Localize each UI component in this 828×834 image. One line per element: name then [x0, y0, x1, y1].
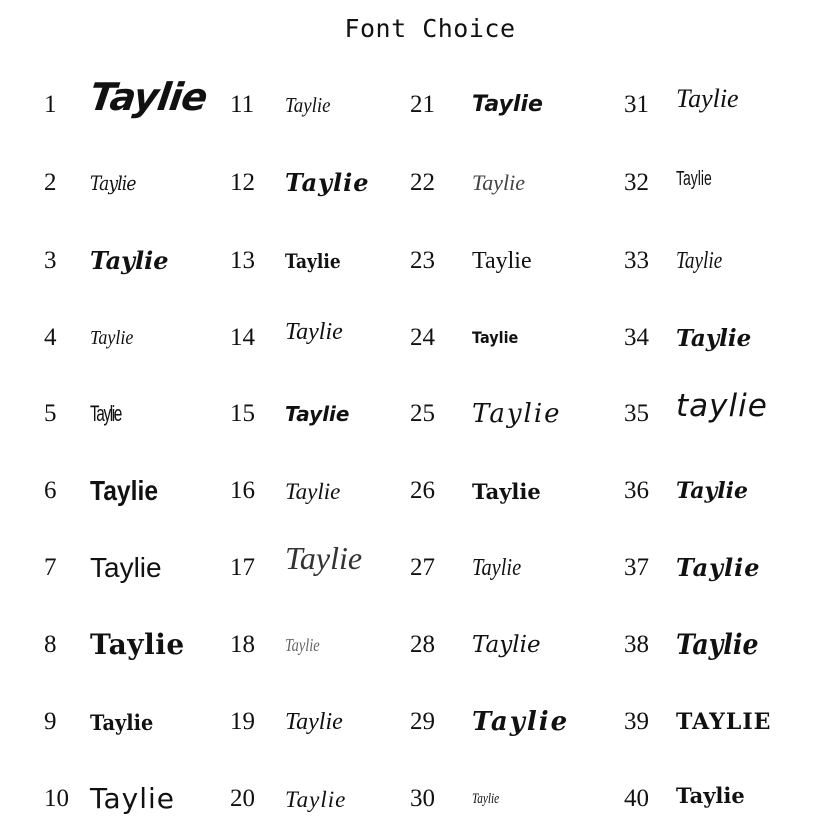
- font-option-26: [410, 461, 541, 521]
- font-sample: Taylie: [472, 92, 543, 117]
- font-option-24: [410, 308, 523, 368]
- font-number: 40: [624, 785, 649, 812]
- font-option-39: [624, 692, 771, 752]
- font-option-37: [624, 538, 761, 598]
- font-sample: Taylie: [285, 635, 320, 655]
- font-option-17: [230, 538, 362, 598]
- font-number: 15: [230, 400, 255, 427]
- font-sample: TAYLIE: [676, 709, 772, 735]
- font-sample: Taylie: [90, 171, 136, 195]
- font-sample: Taylie: [472, 248, 532, 274]
- font-option-19: [230, 692, 343, 752]
- font-sample: Taylie: [86, 75, 210, 119]
- font-option-1: [44, 75, 210, 135]
- font-number: 5: [44, 400, 57, 427]
- font-sample: Taylie: [472, 478, 541, 504]
- font-sample: Taylie: [285, 540, 363, 576]
- font-sample: Taylie: [676, 782, 745, 808]
- font-option-21: [410, 75, 543, 135]
- font-sample: Taylie: [90, 709, 154, 735]
- font-option-3: [44, 231, 169, 291]
- font-number: 28: [410, 631, 435, 658]
- font-sample: taylie: [676, 387, 768, 424]
- font-sample: Taylie: [285, 709, 343, 735]
- font-number: 31: [624, 91, 649, 118]
- font-sample: Taylie: [472, 170, 525, 195]
- font-option-13: [230, 231, 350, 291]
- font-sample: Taylie: [90, 475, 159, 506]
- font-number: 9: [44, 708, 57, 735]
- font-number: 22: [410, 169, 435, 196]
- font-option-32: [624, 153, 727, 213]
- font-number: 25: [410, 400, 435, 427]
- font-number: 7: [44, 554, 57, 581]
- font-number: 26: [410, 477, 435, 504]
- font-option-9: [44, 692, 159, 752]
- font-number: 35: [624, 400, 649, 427]
- font-option-29: [410, 692, 569, 752]
- font-number: 2: [44, 169, 57, 196]
- font-number: 13: [230, 247, 255, 274]
- font-sample: Taylie: [676, 168, 712, 190]
- font-sample: Taylie: [90, 628, 185, 661]
- font-option-11: [230, 75, 336, 135]
- font-number: 27: [410, 554, 435, 581]
- font-option-30: [410, 769, 508, 829]
- font-sample: Taylie: [285, 402, 350, 426]
- font-option-2: [44, 153, 144, 213]
- font-number: 36: [624, 477, 649, 504]
- font-option-12: [230, 153, 370, 213]
- font-number: 12: [230, 169, 255, 196]
- font-option-33: [624, 231, 734, 291]
- font-number: 8: [44, 631, 57, 658]
- font-sample: Taylie: [285, 249, 341, 273]
- font-option-40: [624, 769, 745, 829]
- font-number: 34: [624, 324, 649, 351]
- font-sample: Taylie: [285, 319, 343, 345]
- font-number: 3: [44, 247, 57, 274]
- font-option-38: [624, 615, 768, 675]
- font-number: 6: [44, 477, 57, 504]
- font-sample: Taylie: [90, 401, 121, 426]
- font-option-16: [230, 461, 340, 521]
- font-option-23: [410, 231, 532, 291]
- font-number: 21: [410, 91, 435, 118]
- font-sample: Taylie: [676, 248, 723, 274]
- font-sample: Taylie: [472, 707, 570, 737]
- font-option-20: [230, 769, 346, 829]
- font-sample: Taylie: [676, 553, 761, 582]
- font-sample: Taylie: [285, 478, 341, 504]
- font-option-7: [44, 538, 162, 598]
- font-sample: Taylie: [676, 628, 759, 661]
- font-option-18: [230, 615, 328, 675]
- font-option-8: [44, 615, 185, 675]
- font-option-36: [624, 461, 748, 521]
- font-sample: Taylie: [676, 478, 749, 504]
- font-option-27: [410, 538, 530, 598]
- font-sample: Taylie: [90, 552, 162, 583]
- font-sample: Taylie: [472, 790, 500, 807]
- font-option-10: [44, 769, 175, 829]
- font-number: 1: [44, 91, 57, 118]
- font-sample: Taylie: [472, 555, 522, 581]
- font-sample: Taylie: [676, 324, 752, 352]
- font-sample: Taylie: [285, 786, 347, 812]
- font-number: 10: [44, 785, 69, 812]
- font-number: 19: [230, 708, 255, 735]
- font-option-14: [230, 308, 343, 368]
- font-option-4: [44, 308, 138, 368]
- font-option-15: [230, 384, 349, 444]
- font-option-35: [624, 384, 768, 444]
- font-sample: Taylie: [90, 782, 175, 815]
- font-number: 11: [230, 91, 255, 118]
- font-sample: Taylie: [90, 327, 134, 349]
- font-number: 16: [230, 477, 255, 504]
- font-number: 4: [44, 324, 57, 351]
- font-number: 33: [624, 247, 649, 274]
- page-title: Font Choice: [344, 14, 516, 43]
- font-option-34: [624, 308, 751, 368]
- font-option-31: [624, 75, 739, 135]
- font-number: 39: [624, 708, 649, 735]
- font-option-6: [44, 461, 167, 521]
- font-number: 17: [230, 554, 255, 581]
- font-sample: Taylie: [472, 631, 541, 658]
- font-sample: Taylie: [472, 399, 562, 429]
- font-number: 30: [410, 785, 435, 812]
- font-number: 37: [624, 554, 649, 581]
- font-sample: Taylie: [676, 84, 739, 113]
- font-sample: Taylie: [285, 92, 331, 117]
- font-sample: Taylie: [472, 328, 519, 347]
- font-option-22: [410, 153, 525, 213]
- font-sample: Taylie: [285, 168, 370, 197]
- font-number: 32: [624, 169, 649, 196]
- font-number: 23: [410, 247, 435, 274]
- font-number: 38: [624, 631, 649, 658]
- font-option-28: [410, 615, 541, 675]
- font-number: 24: [410, 324, 435, 351]
- font-option-5: [44, 384, 134, 444]
- font-option-25: [410, 384, 562, 444]
- font-number: 18: [230, 631, 255, 658]
- font-number: 14: [230, 324, 255, 351]
- font-number: 20: [230, 785, 255, 812]
- font-number: 29: [410, 708, 435, 735]
- font-sample: Taylie: [90, 246, 169, 275]
